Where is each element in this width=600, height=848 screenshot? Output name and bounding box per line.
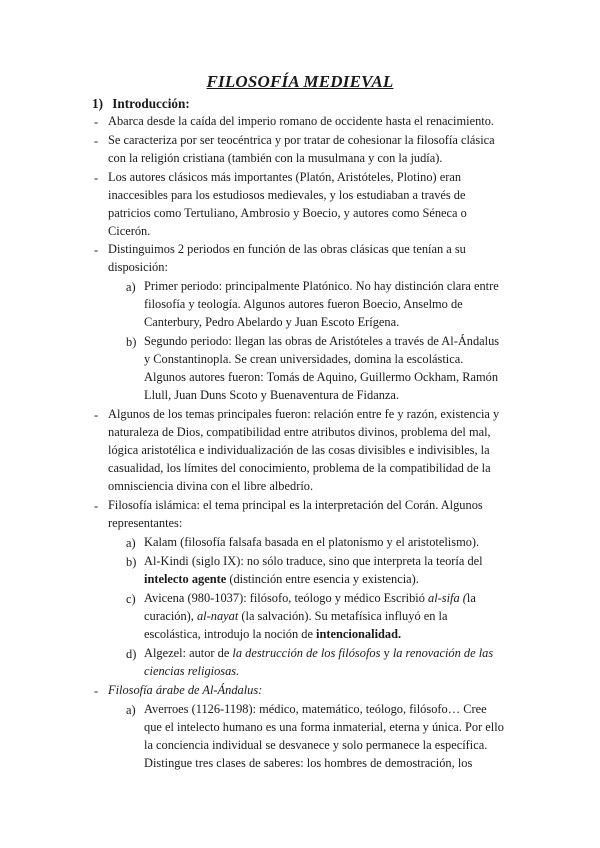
bullet-3-line: inaccesibles para los estudiosos medievales, y los estudiaban a través de	[108, 188, 466, 202]
avicena-line	[144, 628, 401, 640]
bullet-6-line: representantes:	[108, 516, 183, 530]
averroes-line: la conciencia individual se desvanece y solo permanece la específica.	[144, 738, 488, 752]
period-b-line: Llull, Juan Duns Scoto y Buenaventura de Fidanza.	[144, 388, 399, 402]
period-a-line: Canterbury, Pedro Abelardo y Juan Escoto Erígena.	[144, 315, 400, 329]
period-a-line: Primer periodo: principalmente Platónico. No hay distinción clara entre	[144, 279, 499, 293]
text-run: Avicena (980-1037): filósofo, teólogo y médico Escribió	[144, 591, 428, 605]
algezel-line	[144, 647, 493, 659]
italic-run: al-nayat	[196, 609, 239, 623]
document-title: FILOSOFÍA MEDIEVAL	[206, 72, 394, 91]
text-run: la	[466, 591, 476, 605]
text-run: (distinción entre esencia y existencia).	[226, 572, 419, 586]
text-run: escolástica, introdujo la noción de	[144, 627, 317, 641]
period-a-line: filosofía y teología. Algunos autores fueron Boecio, Anselmo de	[144, 297, 463, 311]
period-b-line: y Constantinopla. Se crean universidades, domina la escolástica.	[144, 352, 464, 366]
bullet-4-line: Distinguimos 2 periodos en función de las obras clásicas que tenían a su	[108, 242, 466, 256]
bullet-dash: -	[94, 134, 99, 148]
averroes-line: Distingue tres clases de saberes: los hombres de demostración, los	[144, 756, 473, 770]
bullet-4-line: disposición:	[108, 260, 168, 274]
bullet-3-line: patricios como Tertuliano, Ambrosio y Boecio, y autores como Séneca o	[108, 206, 467, 220]
bullet-5-line: naturaleza de Dios, compatibilidad entre atributos divinos, problema del mal,	[108, 425, 491, 439]
list-marker: c)	[126, 592, 136, 606]
alkindi-line: Al-Kindi (siglo IX): no sólo traduce, sino que interpreta la teoría del	[144, 554, 483, 568]
bullet-5-line: lógica aristotélica e individualización de las cosas divisibles e indivisibles, la	[108, 443, 490, 457]
list-marker: b)	[126, 335, 137, 349]
bullet-5-line: Algunos de los temas principales fueron: relación entre fe y razón, existencia y	[108, 407, 500, 421]
bullet-1-line: Abarca desde la caída del imperio romano de occidente hasta el renacimiento.	[108, 114, 494, 128]
avicena-line	[144, 610, 447, 622]
italic-run: la destrucción de los filósofos	[232, 646, 381, 660]
bullet-5-line: omnisciencia divina con el libre albedrío.	[108, 479, 314, 493]
list-marker: a)	[126, 536, 136, 550]
bold-term: intencionalidad.	[316, 627, 402, 641]
list-marker: a)	[126, 280, 136, 294]
bullet-3-line: Cicerón.	[108, 224, 151, 238]
period-b-line: Algunos autores fueron: Tomás de Aquino, Guillermo Ockham, Ramón	[144, 370, 499, 384]
bullet-dash: -	[94, 684, 99, 698]
text-run: Algezel: autor de	[144, 646, 233, 660]
text-run: curación),	[144, 609, 197, 623]
text-run: (la salvación). Su metafísica influyó en la	[238, 609, 448, 623]
bullet-6-line: Filosofía islámica: el tema principal es la interpretación del Corán. Algunos	[108, 498, 483, 512]
averroes-line: que el intelecto humano es una forma inmaterial, eterna y única. Por ello	[144, 720, 504, 734]
bullet-dash: -	[94, 171, 99, 185]
bullet-dash: -	[94, 243, 99, 257]
list-marker: b)	[126, 555, 137, 569]
bullet-7-line: Filosofía árabe de Al-Ándalus:	[108, 683, 263, 697]
kalam-line: Kalam (filosofía falsafa basada en el platonismo y el aristotelismo).	[144, 535, 480, 549]
bullet-dash: -	[94, 499, 99, 513]
bullet-dash: -	[94, 408, 99, 422]
section-label: Introducción:	[112, 96, 190, 111]
bold-term: intelecto agente	[144, 572, 227, 586]
averroes-line: Averroes (1126-1198): médico, matemático, teólogo, filósofo… Cree	[144, 702, 487, 716]
algezel-line: ciencias religiosas.	[144, 664, 240, 678]
italic-run: al-sifa (	[428, 591, 467, 605]
list-marker: d)	[126, 647, 137, 661]
section-heading	[92, 96, 190, 112]
avicena-line	[144, 592, 476, 604]
bullet-5-line: casualidad, los límites del conocimiento, problema de la compatibilidad de la	[108, 461, 491, 475]
bullet-dash: -	[94, 115, 99, 129]
text-run: y	[380, 646, 393, 660]
bullet-2-line: Se caracteriza por ser teocéntrica y por tratar de cohesionar la filosofía clásica	[108, 133, 495, 147]
bullet-2-line: con la religión cristiana (también con la musulmana y con la judía).	[108, 151, 443, 165]
list-marker: a)	[126, 703, 136, 717]
bullet-3-line: Los autores clásicos más importantes (Platón, Aristóteles, Plotino) eran	[108, 170, 462, 184]
section-number: 1)	[92, 96, 103, 111]
italic-run: la renovación de las	[392, 646, 494, 660]
period-b-line: Segundo periodo: llegan las obras de Aristóteles a través de Al-Ándalus	[144, 334, 500, 348]
alkindi-line	[144, 573, 419, 585]
